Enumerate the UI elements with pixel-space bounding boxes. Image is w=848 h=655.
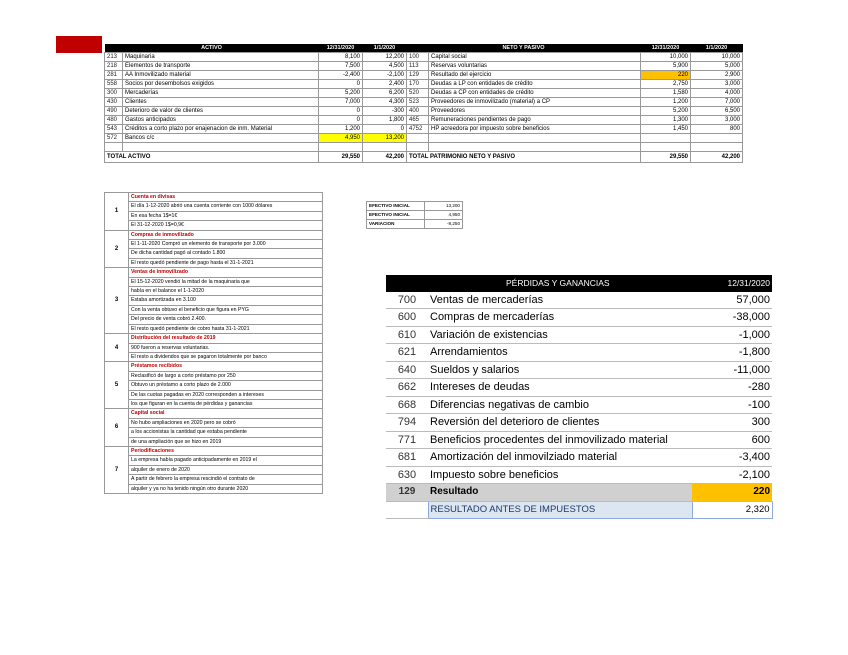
pyg-code: 630 — [386, 466, 428, 484]
activo-label: Maquinaria — [123, 53, 319, 62]
note-line: El 1-11-2020 Compró un elemento de transporte por 3.000 — [129, 240, 323, 249]
pasivo-label: Proveedores — [429, 107, 641, 116]
note-line: El 31-12-2020 1$=0,9€ — [129, 221, 323, 230]
pyg-value: -3,400 — [692, 449, 772, 467]
note-line: Obtuvo un préstamo a corto plazo de 2.000 — [129, 381, 323, 390]
pyg-body — [386, 292, 772, 519]
note-row — [105, 268, 323, 277]
pasivo-label: Resultado del ejercicio — [429, 71, 641, 80]
pasivo-value-2020: 10,000 — [641, 53, 691, 62]
activo-value-2019: 2,400 — [363, 80, 407, 89]
pyg-rai-row — [386, 501, 772, 519]
note-row — [105, 211, 323, 220]
blank-cell — [429, 143, 641, 152]
activo-code: 430 — [105, 98, 123, 107]
pyg-row — [386, 292, 772, 309]
note-line: había en el balance el 1-1-2020 — [129, 287, 323, 296]
pyg-row — [386, 431, 772, 449]
cash-value: -8,250 — [425, 220, 463, 229]
cash-row — [367, 211, 463, 220]
note-number: 2 — [105, 230, 129, 268]
total-pasivo-2020: 29,550 — [641, 152, 691, 163]
pyg-row — [386, 414, 772, 432]
pasivo-code: 113 — [407, 62, 429, 71]
pyg-code: 640 — [386, 361, 428, 379]
activo-date-2: 1/1/2020 — [363, 44, 407, 53]
balance-row — [105, 107, 743, 116]
note-line: Reclasificó de largo a corto préstamo por 250 — [129, 371, 323, 380]
balance-row — [105, 98, 743, 107]
note-row — [105, 334, 323, 343]
note-number: 6 — [105, 409, 129, 447]
result-value: 220 — [692, 484, 772, 502]
pyg-label: Sueldos y salarios — [428, 361, 692, 379]
note-line: de una ampliación que se hizo en 2019 — [129, 437, 323, 446]
total-activo-2019: 42,200 — [363, 152, 407, 163]
pyg-code: 621 — [386, 344, 428, 362]
pasivo-value-2019: 6,500 — [691, 107, 743, 116]
note-line: El resto quedó pendiente de cobro hasta 31-1-2021 — [129, 324, 323, 333]
note-line: La empresa había pagado anticipadamente en 2019 el — [129, 456, 323, 465]
pyg-row — [386, 326, 772, 344]
pyg-value: -280 — [692, 379, 772, 397]
note-line: El resto quedó pendiente de pago hasta el 31-1-2021 — [129, 258, 323, 267]
pasivo-value-2019 — [691, 134, 743, 143]
pyg-code: 700 — [386, 292, 428, 309]
activo-label: Deterioro de valor de clientes — [123, 107, 319, 116]
blank-cell — [123, 143, 319, 152]
note-row — [105, 456, 323, 465]
activo-value-2019: 6,200 — [363, 89, 407, 98]
blank-cell — [407, 143, 429, 152]
activo-label: Mercaderías — [123, 89, 319, 98]
pyg-label: Arrendamientos — [428, 344, 692, 362]
pyg-code: 794 — [386, 414, 428, 432]
pyg-label: Reversión del deterioro de clientes — [428, 414, 692, 432]
note-row — [105, 465, 323, 474]
note-number: 7 — [105, 446, 129, 493]
pasivo-code: 170 — [407, 80, 429, 89]
activo-code: 490 — [105, 107, 123, 116]
total-pasivo-2019: 42,200 — [691, 152, 743, 163]
neto-date-2: 1/1/2020 — [691, 44, 743, 53]
red-header-block — [56, 36, 102, 53]
note-row — [105, 343, 323, 352]
activo-value-2020: 4,950 — [319, 134, 363, 143]
note-row — [105, 202, 323, 211]
activo-value-2019: 0 — [363, 125, 407, 134]
pasivo-value-2020: 1,300 — [641, 116, 691, 125]
pyg-value: 600 — [692, 431, 772, 449]
activo-label: Bancos c/c — [123, 134, 319, 143]
rai-value: 2,320 — [692, 501, 772, 519]
pyg-row — [386, 309, 772, 327]
note-row — [105, 475, 323, 484]
activo-code: 480 — [105, 116, 123, 125]
note-row — [105, 484, 323, 493]
note-row — [105, 258, 323, 267]
note-row — [105, 193, 323, 202]
pyg-label: Diferencias negativas de cambio — [428, 396, 692, 414]
pasivo-value-2020: 1,200 — [641, 98, 691, 107]
rai-spacer — [386, 501, 428, 519]
pyg-row — [386, 396, 772, 414]
pyg-value: -38,000 — [692, 309, 772, 327]
pasivo-label: Proveedores de inmovilizado (material) a CP — [429, 98, 641, 107]
pasivo-code — [407, 134, 429, 143]
pasivo-value-2019: 2,900 — [691, 71, 743, 80]
note-heading: Periodificaciones — [129, 446, 323, 455]
note-line: De dicha cantidad pagó al contado 1.800 — [129, 249, 323, 258]
pyg-value: -1,000 — [692, 326, 772, 344]
note-line: los que figuran en la cuenta de pérdidas y ganancias — [129, 399, 323, 408]
notes-body — [105, 193, 323, 494]
pasivo-label — [429, 134, 641, 143]
balance-row — [105, 125, 743, 134]
blank-cell — [691, 143, 743, 152]
note-row — [105, 324, 323, 333]
pyg-label: Amortización del inmovilziado material — [428, 449, 692, 467]
note-number: 3 — [105, 268, 129, 334]
note-heading: Préstamos recibidos — [129, 362, 323, 371]
note-heading: Ventas de inmovilizado — [129, 268, 323, 277]
cash-row — [367, 220, 463, 229]
activo-code: 300 — [105, 89, 123, 98]
blank-cell — [641, 143, 691, 152]
pasivo-value-2020: 1,580 — [641, 89, 691, 98]
note-heading: Compras de inmovilizado — [129, 230, 323, 239]
neto-header: NETO Y PASIVO — [407, 44, 641, 53]
activo-value-2019: 12,200 — [363, 53, 407, 62]
pyg-value: -2,100 — [692, 466, 772, 484]
pyg-table — [386, 275, 773, 519]
pyg-result-row — [386, 484, 772, 502]
activo-value-2020: -2,400 — [319, 71, 363, 80]
pyg-value: 57,000 — [692, 292, 772, 309]
pasivo-label: Capital social — [429, 53, 641, 62]
note-row — [105, 240, 323, 249]
pyg-label: Beneficios procedentes del inmovilizado material — [428, 431, 692, 449]
cash-value: 13,200 — [425, 202, 463, 211]
activo-code: 218 — [105, 62, 123, 71]
activo-value-2020: 8,100 — [319, 53, 363, 62]
pyg-code: 681 — [386, 449, 428, 467]
note-row — [105, 287, 323, 296]
pasivo-label: Deudas a CP con entidades de crédito — [429, 89, 641, 98]
activo-value-2019: -300 — [363, 107, 407, 116]
note-row — [105, 437, 323, 446]
note-line: 900 fueron a reservas voluntarias. — [129, 343, 323, 352]
activo-code: 281 — [105, 71, 123, 80]
pasivo-code: 4752 — [407, 125, 429, 134]
pyg-value: -11,000 — [692, 361, 772, 379]
note-row — [105, 305, 323, 314]
pasivo-value-2019: 10,000 — [691, 53, 743, 62]
total-pasivo-label: TOTAL PATRIMONIO NETO Y PASIVO — [407, 152, 641, 163]
note-line: Con la venta obtuvo el beneficio que figura en PYG — [129, 305, 323, 314]
activo-value-2019: 1,800 — [363, 116, 407, 125]
cash-label: VARIACION — [367, 220, 425, 229]
note-number: 1 — [105, 193, 129, 231]
activo-code: 572 — [105, 134, 123, 143]
note-number: 5 — [105, 362, 129, 409]
cash-row — [367, 202, 463, 211]
activo-value-2019: -2,100 — [363, 71, 407, 80]
note-row — [105, 277, 323, 286]
activo-header: ACTIVO — [105, 44, 319, 53]
note-heading: Distribución del resultado de 2019 — [129, 334, 323, 343]
pasivo-label: Remuneraciones pendientes de pago — [429, 116, 641, 125]
balance-blank-row — [105, 143, 743, 152]
note-row — [105, 418, 323, 427]
note-row — [105, 371, 323, 380]
pyg-code: 771 — [386, 431, 428, 449]
pasivo-value-2020: 5,200 — [641, 107, 691, 116]
pasivo-value-2019: 3,000 — [691, 80, 743, 89]
pyg-title: PÉRDIDAS Y GANANCIAS — [386, 275, 692, 292]
total-activo-label: TOTAL ACTIVO — [105, 152, 319, 163]
activo-label: Elementos de transporte — [123, 62, 319, 71]
pasivo-value-2019: 3,000 — [691, 116, 743, 125]
pasivo-value-2020: 5,900 — [641, 62, 691, 71]
note-row — [105, 428, 323, 437]
activo-value-2020: 0 — [319, 116, 363, 125]
activo-value-2020: 5,200 — [319, 89, 363, 98]
activo-label: Gastos anticipados — [123, 116, 319, 125]
pyg-row — [386, 379, 772, 397]
blank-cell — [105, 143, 123, 152]
note-row — [105, 390, 323, 399]
pasivo-code: 520 — [407, 89, 429, 98]
note-line: Estaba amortizada en 3.100 — [129, 296, 323, 305]
note-line: El 15-12-2020 vendió la mitad de la maquinaria que — [129, 277, 323, 286]
cash-label: EFECTIVO INICIAL — [367, 211, 425, 220]
balance-body — [105, 53, 743, 163]
pyg-code: 668 — [386, 396, 428, 414]
note-line: A partir de febrero la empresa rescindió el contrato de — [129, 475, 323, 484]
activo-value-2019: 13,200 — [363, 134, 407, 143]
pyg-value: -100 — [692, 396, 772, 414]
pasivo-value-2019: 800 — [691, 125, 743, 134]
pasivo-value-2019: 7,000 — [691, 98, 743, 107]
note-row — [105, 362, 323, 371]
note-line: Del precio de venta cobró 2.400. — [129, 315, 323, 324]
note-line: De las cuotas pagadas en 2020 corresponden a intereses — [129, 390, 323, 399]
activo-value-2019: 4,300 — [363, 98, 407, 107]
note-row — [105, 249, 323, 258]
note-heading: Cuenta en divisas — [129, 193, 323, 202]
note-heading: Capital social — [129, 409, 323, 418]
balance-row — [105, 71, 743, 80]
balance-row — [105, 62, 743, 71]
notes-table — [104, 192, 323, 494]
rai-label: RESULTADO ANTES DE IMPUESTOS — [428, 501, 692, 519]
pyg-date: 12/31/2020 — [692, 275, 772, 292]
note-line: a los accionistas la cantidad que estaba pendiente — [129, 428, 323, 437]
pyg-value: 300 — [692, 414, 772, 432]
activo-label: Créditos a corto plazo por enajenacion de inm. Material — [123, 125, 319, 134]
note-line: No hubo ampliaciones en 2020 pero se cobró — [129, 418, 323, 427]
activo-value-2020: 0 — [319, 80, 363, 89]
note-number: 4 — [105, 334, 129, 362]
note-row — [105, 399, 323, 408]
cash-variation-table — [366, 201, 463, 229]
activo-date-1: 12/31/2020 — [319, 44, 363, 53]
balance-total-row — [105, 152, 743, 163]
pyg-label: Intereses de deudas — [428, 379, 692, 397]
activo-label: Socios por desembolsos exigidos — [123, 80, 319, 89]
pyg-label: Ventas de mercaderías — [428, 292, 692, 309]
note-row — [105, 230, 323, 239]
note-row — [105, 409, 323, 418]
cash-value: 4,950 — [425, 211, 463, 220]
pasivo-code: 100 — [407, 53, 429, 62]
pyg-label: Impuesto sobre beneficios — [428, 466, 692, 484]
activo-code: 543 — [105, 125, 123, 134]
result-code: 129 — [386, 484, 428, 502]
note-row — [105, 296, 323, 305]
balance-header-row — [105, 44, 743, 53]
note-line: En esa fecha 1$=1€ — [129, 211, 323, 220]
pasivo-value-2019: 5,000 — [691, 62, 743, 71]
activo-label: Clientes — [123, 98, 319, 107]
note-line: alquiler y ya no ha tenido ningún otro durante 2020 — [129, 484, 323, 493]
blank-cell — [319, 143, 363, 152]
pasivo-label: Deudas a LP con entidades de crédito — [429, 80, 641, 89]
activo-value-2020: 7,500 — [319, 62, 363, 71]
pasivo-code: 129 — [407, 71, 429, 80]
pyg-row — [386, 466, 772, 484]
balance-row — [105, 134, 743, 143]
pyg-row — [386, 449, 772, 467]
blank-cell — [363, 143, 407, 152]
balance-row — [105, 116, 743, 125]
pasivo-value-2020: 220 — [641, 71, 691, 80]
balance-row — [105, 89, 743, 98]
balance-row — [105, 80, 743, 89]
pyg-code: 600 — [386, 309, 428, 327]
pasivo-value-2020: 1,450 — [641, 125, 691, 134]
note-line: El resto a dividendos que se pagaron totalmente por banco — [129, 352, 323, 361]
pasivo-label: HP acreedora por impuesto sobre beneficios — [429, 125, 641, 134]
pasivo-value-2019: 4,000 — [691, 89, 743, 98]
note-row — [105, 315, 323, 324]
note-row — [105, 381, 323, 390]
activo-value-2020: 7,000 — [319, 98, 363, 107]
total-activo-2020: 29,550 — [319, 152, 363, 163]
note-row — [105, 221, 323, 230]
cash-variation-body — [367, 202, 463, 229]
note-row — [105, 352, 323, 361]
pasivo-value-2020: 2,750 — [641, 80, 691, 89]
activo-code: 213 — [105, 53, 123, 62]
pyg-value: -1,800 — [692, 344, 772, 362]
note-line: alquiler de enero de 2020 — [129, 465, 323, 474]
pyg-row — [386, 361, 772, 379]
pyg-label: Compras de mercaderías — [428, 309, 692, 327]
cash-label: EFECTIVO INICIAL — [367, 202, 425, 211]
note-row — [105, 446, 323, 455]
pyg-row — [386, 344, 772, 362]
pasivo-label: Reservas voluntarias — [429, 62, 641, 71]
activo-value-2020: 1,200 — [319, 125, 363, 134]
pyg-label: Variación de existencias — [428, 326, 692, 344]
pasivo-code: 400 — [407, 107, 429, 116]
activo-value-2020: 0 — [319, 107, 363, 116]
pasivo-code: 523 — [407, 98, 429, 107]
note-line: El día 1-12-2020 abrió una cuenta corriente con 1000 dólares — [129, 202, 323, 211]
activo-label: AA Inmovilizado material — [123, 71, 319, 80]
pyg-code: 610 — [386, 326, 428, 344]
activo-code: 558 — [105, 80, 123, 89]
activo-value-2019: 4,500 — [363, 62, 407, 71]
neto-date-1: 12/31/2020 — [641, 44, 691, 53]
balance-sheet-table — [104, 44, 743, 163]
pyg-code: 662 — [386, 379, 428, 397]
pasivo-code: 465 — [407, 116, 429, 125]
result-label: Resultado — [428, 484, 692, 502]
pasivo-value-2020 — [641, 134, 691, 143]
balance-row — [105, 53, 743, 62]
pyg-header-row — [386, 275, 772, 292]
